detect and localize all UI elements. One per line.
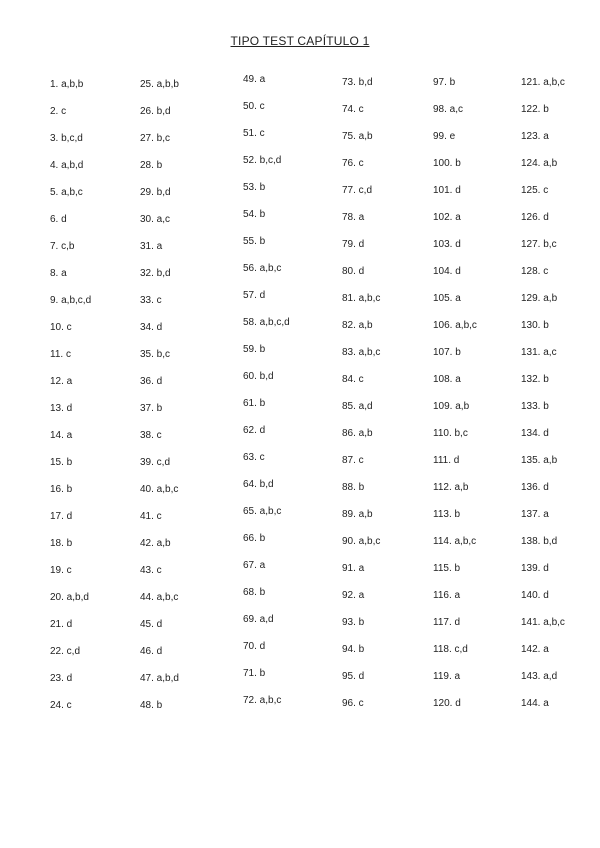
answer-item: 66. b: [243, 533, 266, 544]
answer-item: 1. a,b,b: [50, 79, 84, 90]
answer-item: 74. c: [342, 104, 364, 115]
answer-item: 22. c,d: [50, 646, 81, 657]
answer-item: 112. a,b: [433, 482, 469, 493]
answer-item: 55. b: [243, 236, 266, 247]
answer-item: 117. d: [433, 617, 461, 628]
answer-item: 106. a,b,c: [433, 320, 477, 331]
answer-item: 9. a,b,c,d: [50, 295, 92, 306]
answer-item: 63. c: [243, 452, 265, 463]
answer-item: 110. b,c: [433, 428, 468, 439]
answer-item: 81. a,b,c: [342, 293, 381, 304]
answer-item: 95. d: [342, 671, 365, 682]
answer-item: 4. a,b,d: [50, 160, 84, 171]
answer-item: 80. d: [342, 266, 365, 277]
answer-item: 18. b: [50, 538, 73, 549]
answer-item: 8. a: [50, 268, 67, 279]
answer-item: 34. d: [140, 322, 163, 333]
answer-item: 86. a,b: [342, 428, 373, 439]
answer-item: 131. a,c: [521, 347, 557, 358]
answer-item: 27. b,c: [140, 133, 171, 144]
answer-item: 84. c: [342, 374, 364, 385]
answer-item: 28. b: [140, 160, 163, 171]
answer-item: 126. d: [521, 212, 549, 223]
answer-item: 60. b,d: [243, 371, 274, 382]
answer-item: 129. a,b: [521, 293, 558, 304]
answer-item: 54. b: [243, 209, 266, 220]
answer-item: 46. d: [140, 646, 163, 657]
answer-item: 134. d: [521, 428, 549, 439]
answer-item: 7. c,b: [50, 241, 75, 252]
answer-item: 61. b: [243, 398, 266, 409]
answer-item: 114. a,b,c: [433, 536, 477, 547]
answer-item: 23. d: [50, 673, 73, 684]
answer-item: 136. d: [521, 482, 549, 493]
answer-item: 130. b: [521, 320, 549, 331]
answer-item: 19. c: [50, 565, 72, 576]
answer-item: 14. a: [50, 430, 73, 441]
answer-item: 12. a: [50, 376, 73, 387]
answer-item: 120. d: [433, 698, 461, 709]
answer-item: 128. c: [521, 266, 549, 277]
answer-item: 132. b: [521, 374, 549, 385]
answer-item: 15. b: [50, 457, 73, 468]
answer-item: 108. a: [433, 374, 461, 385]
answer-item: 125. c: [521, 185, 549, 196]
answer-item: 78. a: [342, 212, 365, 223]
answer-item: 79. d: [342, 239, 365, 250]
answer-item: 85. a,d: [342, 401, 373, 412]
answer-item: 43. c: [140, 565, 162, 576]
answer-item: 26. b,d: [140, 106, 171, 117]
answer-item: 143. a,d: [521, 671, 558, 682]
answer-item: 5. a,b,c: [50, 187, 83, 198]
answer-item: 3. b,c,d: [50, 133, 83, 144]
answer-item: 20. a,b,d: [50, 592, 89, 603]
answer-item: 45. d: [140, 619, 163, 630]
answer-item: 57. d: [243, 290, 266, 301]
answer-item: 6. d: [50, 214, 67, 225]
answer-item: 93. b: [342, 617, 365, 628]
answer-item: 88. b: [342, 482, 365, 493]
answer-item: 83. a,b,c: [342, 347, 381, 358]
answer-item: 49. a: [243, 74, 266, 85]
answer-item: 36. d: [140, 376, 163, 387]
answer-item: 25. a,b,b: [140, 79, 179, 90]
answer-item: 135. a,b: [521, 455, 558, 466]
answer-item: 21. d: [50, 619, 73, 630]
answer-item: 119. a: [433, 671, 461, 682]
answer-item: 56. a,b,c: [243, 263, 282, 274]
answer-item: 33. c: [140, 295, 162, 306]
answer-item: 31. a: [140, 241, 163, 252]
answer-item: 142. a: [521, 644, 549, 655]
answer-item: 101. d: [433, 185, 461, 196]
answer-item: 38. c: [140, 430, 162, 441]
answer-item: 144. a: [521, 698, 549, 709]
answer-item: 96. c: [342, 698, 364, 709]
answer-item: 72. a,b,c: [243, 695, 282, 706]
answer-item: 89. a,b: [342, 509, 373, 520]
answer-item: 105. a: [433, 293, 461, 304]
answer-item: 52. b,c,d: [243, 155, 282, 166]
answer-item: 41. c: [140, 511, 162, 522]
answer-item: 76. c: [342, 158, 364, 169]
answer-item: 98. a,c: [433, 104, 464, 115]
answer-item: 11. c: [50, 349, 71, 360]
answer-item: 115. b: [433, 563, 461, 574]
answer-item: 97. b: [433, 77, 456, 88]
answer-item: 10. c: [50, 322, 72, 333]
answer-item: 87. c: [342, 455, 364, 466]
answer-item: 2. c: [50, 106, 67, 117]
answer-item: 141. a,b,c: [521, 617, 565, 628]
answer-item: 68. b: [243, 587, 266, 598]
answer-item: 17. d: [50, 511, 73, 522]
answer-item: 82. a,b: [342, 320, 373, 331]
answer-item: 77. c,d: [342, 185, 373, 196]
answer-item: 124. a,b: [521, 158, 558, 169]
answer-item: 133. b: [521, 401, 549, 412]
answer-item: 127. b,c: [521, 239, 557, 250]
answer-item: 109. a,b: [433, 401, 470, 412]
answer-item: 123. a: [521, 131, 549, 142]
answer-item: 32. b,d: [140, 268, 171, 279]
answer-item: 65. a,b,c: [243, 506, 282, 517]
answer-item: 24. c: [50, 700, 72, 711]
answer-item: 121. a,b,c: [521, 77, 565, 88]
answer-item: 67. a: [243, 560, 266, 571]
answer-item: 71. b: [243, 668, 266, 679]
answer-item: 64. b,d: [243, 479, 274, 490]
answer-item: 35. b,c: [140, 349, 171, 360]
answer-item: 90. a,b,c: [342, 536, 381, 547]
answer-item: 37. b: [140, 403, 163, 414]
answer-item: 47. a,b,d: [140, 673, 179, 684]
answer-item: 107. b: [433, 347, 461, 358]
answer-item: 59. b: [243, 344, 266, 355]
answer-item: 116. a: [433, 590, 461, 601]
answer-item: 99. e: [433, 131, 456, 142]
answer-item: 75. a,b: [342, 131, 373, 142]
answer-item: 16. b: [50, 484, 73, 495]
answer-item: 58. a,b,c,d: [243, 317, 290, 328]
answer-item: 138. b,d: [521, 536, 558, 547]
answer-item: 104. d: [433, 266, 461, 277]
answer-item: 48. b: [140, 700, 163, 711]
page-title: TIPO TEST CAPÍTULO 1: [230, 34, 370, 48]
answer-item: 13. d: [50, 403, 73, 414]
answer-item: 140. d: [521, 590, 549, 601]
answer-item: 51. c: [243, 128, 265, 139]
answer-item: 111. d: [433, 455, 460, 466]
answer-item: 73. b,d: [342, 77, 373, 88]
answer-item: 42. a,b: [140, 538, 171, 549]
answer-item: 69. a,d: [243, 614, 274, 625]
answer-item: 40. a,b,c: [140, 484, 179, 495]
answer-item: 70. d: [243, 641, 266, 652]
answer-item: 50. c: [243, 101, 265, 112]
answer-item: 94. b: [342, 644, 365, 655]
answer-item: 62. d: [243, 425, 266, 436]
answer-item: 29. b,d: [140, 187, 171, 198]
answer-item: 137. a: [521, 509, 549, 520]
answer-item: 39. c,d: [140, 457, 171, 468]
answer-item: 102. a: [433, 212, 461, 223]
answer-item: 118. c,d: [433, 644, 468, 655]
answer-item: 92. a: [342, 590, 365, 601]
answer-item: 139. d: [521, 563, 549, 574]
answer-item: 53. b: [243, 182, 266, 193]
answer-item: 103. d: [433, 239, 461, 250]
answer-item: 122. b: [521, 104, 549, 115]
answer-item: 100. b: [433, 158, 461, 169]
answer-item: 113. b: [433, 509, 461, 520]
answer-item: 44. a,b,c: [140, 592, 179, 603]
answer-item: 30. a,c: [140, 214, 171, 225]
answer-item: 91. a: [342, 563, 365, 574]
